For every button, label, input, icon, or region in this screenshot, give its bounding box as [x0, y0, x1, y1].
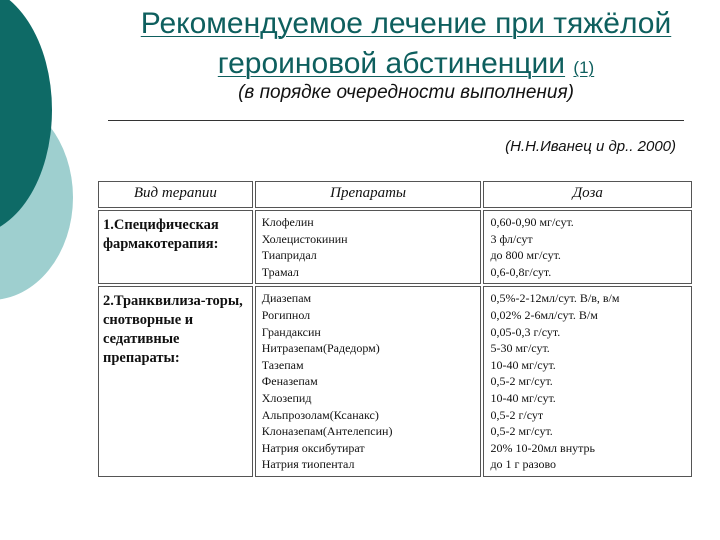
dose-item: 0,05-0,3 г/сут. — [490, 324, 561, 339]
dose-item: 0,02% 2-6мл/сут. В/м — [490, 307, 598, 322]
title-line-1: Рекомендуемое лечение при тяжёлой — [140, 7, 672, 40]
drug-item: Трамал — [261, 264, 299, 279]
dose-item: 0,5-2 г/сут — [490, 407, 544, 422]
table-row — [98, 286, 692, 477]
drugs-cell — [255, 286, 482, 477]
drug-item: Диазепам — [261, 291, 312, 306]
header-drugs: Препараты — [255, 181, 482, 208]
drugs-cell — [255, 210, 482, 284]
drug-item: Холецистокинин — [261, 231, 348, 246]
dose-item: 20% 10-20мл внутрь — [490, 440, 595, 455]
title-reference: (1) — [573, 58, 595, 77]
dose-item: 0,6-0,8г/сут. — [490, 264, 552, 279]
dose-item: 3 фл/сут — [490, 231, 533, 246]
drug-item: Хлозепид — [261, 390, 312, 405]
drug-item: Натрия тиопентал — [261, 457, 355, 472]
drug-item: Клофелин — [261, 215, 314, 229]
citation: (Н.Н.Иванец и др.. 2000) — [505, 138, 676, 155]
drug-item: Клоназепам(Антелепсин) — [261, 424, 393, 439]
dose-item: 0,5-2 мг/сут. — [490, 424, 553, 439]
dose-cell — [483, 286, 692, 477]
dose-item: до 1 г разово — [490, 457, 557, 472]
dose-cell — [483, 210, 692, 284]
dose-item: до 800 мг/сут. — [490, 248, 561, 263]
dose-item: 10-40 мг/сут. — [490, 357, 556, 372]
dose-item: 5-30 мг/сут. — [490, 341, 550, 356]
therapy-cell: 2.Транквилиза-торы, снотворные и седативные препараты: — [98, 286, 253, 477]
slide-subtitle: (в порядке очередности выполнения) — [238, 82, 574, 103]
drug-item: Нитразепам(Радедорм) — [261, 341, 380, 356]
table-row — [98, 210, 692, 284]
drug-item: Натрия оксибутират — [261, 440, 365, 455]
dose-item: 0,5-2 мг/сут. — [490, 374, 553, 389]
table-header-row — [98, 181, 692, 208]
treatment-table — [96, 179, 694, 479]
drug-item: Феназепам — [261, 374, 318, 389]
drug-item: Альпрозолам(Ксанакс) — [261, 407, 379, 422]
therapy-cell: 1.Специфическая фармакотерапия: — [98, 210, 253, 284]
header-dose: Доза — [483, 181, 692, 208]
title-line-2: героиновой абстиненции — [217, 47, 566, 80]
drug-item: Тиапридал — [261, 248, 317, 263]
dose-item: 10-40 мг/сут. — [490, 390, 556, 405]
dose-item: 0,5%-2-12мл/сут. В/в, в/м — [490, 291, 620, 306]
dose-item: 0,60-0,90 мг/сут. — [490, 215, 574, 229]
divider — [108, 120, 684, 121]
drug-item: Тазепам — [261, 357, 304, 372]
slide-title — [96, 4, 716, 88]
header-therapy: Вид терапии — [98, 181, 253, 208]
drug-item: Рогипнол — [261, 307, 311, 322]
drug-item: Грандаксин — [261, 324, 321, 339]
